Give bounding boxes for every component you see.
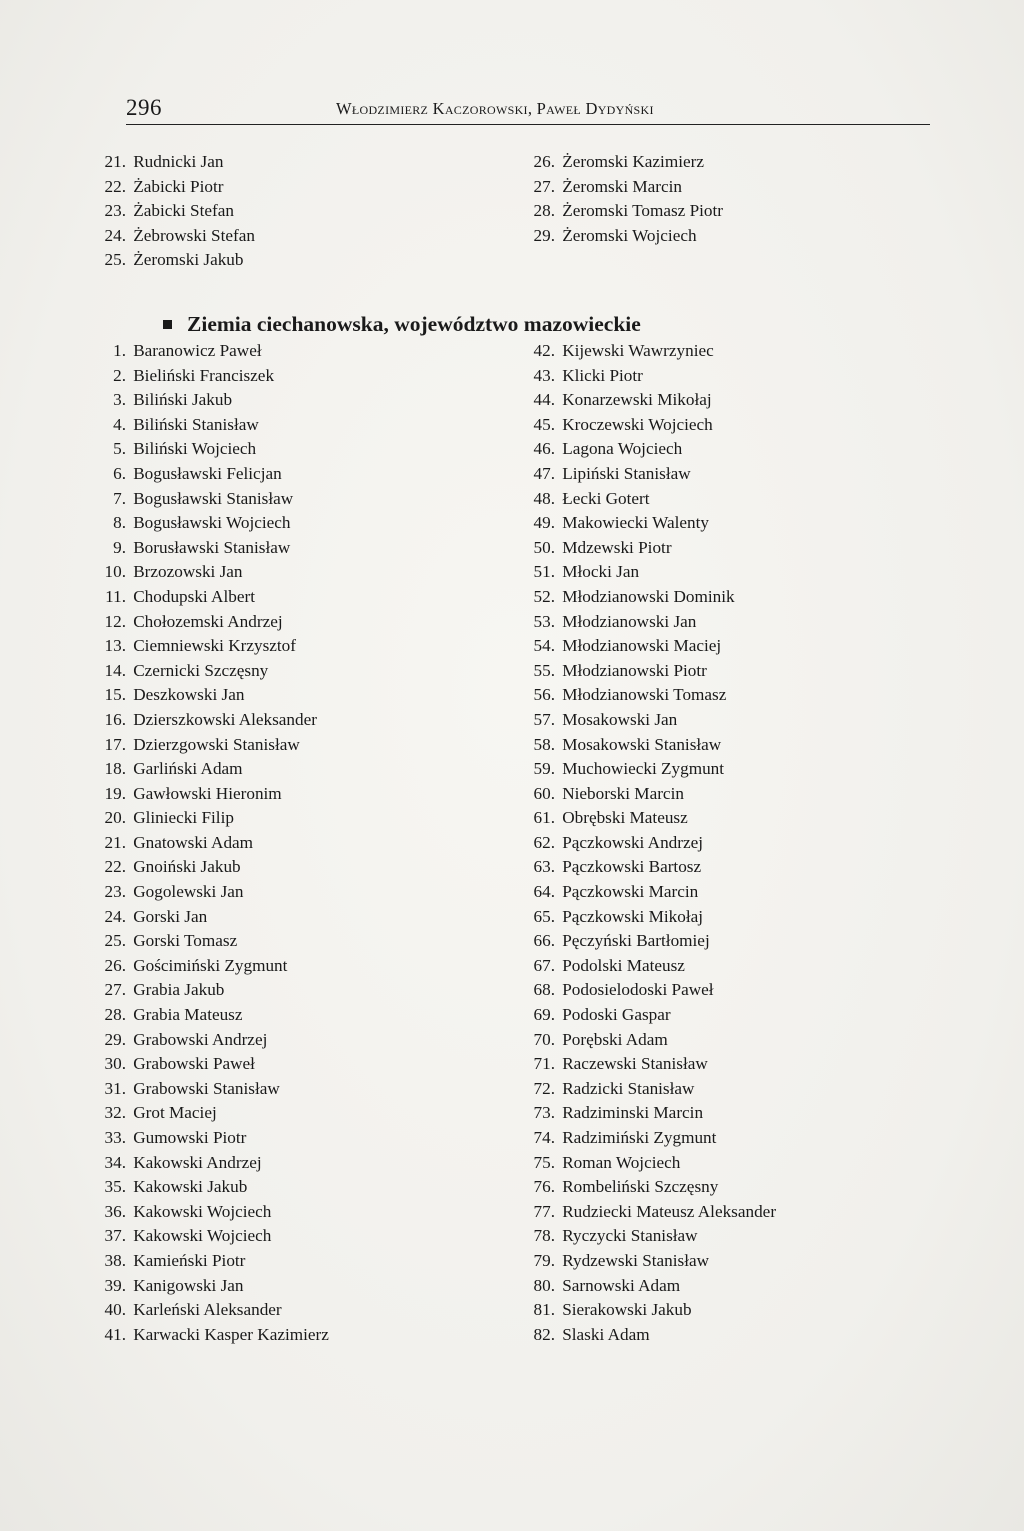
list-item [92, 831, 329, 856]
item-name: Gawłowski Hieronim [133, 783, 282, 803]
item-number: 21. [104, 832, 126, 852]
item-number: 51. [533, 562, 555, 582]
item-number: 64. [533, 882, 555, 902]
list-item [92, 1323, 329, 1348]
header-rule [126, 124, 930, 125]
list-item [92, 1028, 329, 1053]
item-name: Rudziecki Mateusz Aleksander [562, 1201, 777, 1221]
item-name: Radzimiński Zygmunt [562, 1128, 717, 1147]
item-number: 37. [104, 1226, 126, 1246]
item-name: Mdzewski Piotr [562, 537, 672, 557]
item-number: 71. [533, 1054, 555, 1074]
item-number: 31. [104, 1078, 126, 1098]
item-number: 32. [104, 1103, 126, 1123]
item-name: Gumowski Piotr [133, 1128, 247, 1147]
list-item [92, 1003, 329, 1028]
list-item [521, 1200, 776, 1225]
list-item [521, 659, 776, 684]
item-name: Makowiecki Walenty [562, 513, 709, 533]
item-number: 81. [533, 1300, 555, 1320]
item-name: Mosakowski Stanisław [562, 734, 722, 754]
item-name: Kijewski Wawrzyniec [562, 341, 714, 360]
list-item [92, 806, 329, 831]
item-number: 36. [104, 1201, 126, 1221]
item-number: 11. [105, 586, 126, 606]
item-name: Żeromski Tomasz Piotr [562, 201, 724, 221]
item-name: Garliński Adam [133, 759, 243, 779]
item-number: 26. [104, 955, 126, 975]
list-item [92, 733, 329, 758]
item-name: Sierakowski Jakub [562, 1300, 692, 1320]
list-item [521, 880, 776, 905]
list-item [521, 806, 776, 831]
list-item [92, 1052, 329, 1077]
item-number: 43. [533, 365, 555, 385]
item-name: Baranowicz Paweł [133, 341, 262, 360]
list-item [521, 1274, 776, 1299]
item-name: Żeromski Wojciech [562, 225, 697, 245]
list-item [92, 978, 329, 1003]
item-name: Gorski Tomasz [133, 931, 238, 951]
list-item [521, 1077, 776, 1102]
item-number: 10. [104, 562, 126, 582]
list-item [521, 1101, 776, 1126]
item-name: Obrębski Mateusz [562, 808, 688, 828]
item-number: 17. [104, 734, 126, 754]
item-name: Pączkowski Mikołaj [562, 906, 704, 926]
item-name: Gnoiński Jakub [133, 857, 241, 877]
item-name: Biliński Jakub [133, 390, 233, 410]
list-item [521, 487, 776, 512]
item-name: Młodzianowski Tomasz [562, 685, 727, 705]
item-number: 66. [533, 931, 555, 951]
list-item [521, 1175, 776, 1200]
item-name: Młodzianowski Dominik [562, 586, 735, 606]
item-number: 38. [104, 1250, 126, 1270]
list-item [92, 610, 329, 635]
item-number: 25. [104, 250, 126, 270]
item-number: 19. [104, 783, 126, 803]
list-item [521, 634, 776, 659]
item-name: Bieliński Franciszek [133, 365, 275, 385]
list-item [92, 1274, 329, 1299]
item-number: 79. [533, 1250, 555, 1270]
item-number: 22. [104, 857, 126, 877]
list-item [521, 388, 776, 413]
item-number: 33. [104, 1128, 126, 1147]
list-item [521, 610, 776, 635]
item-number: 54. [533, 636, 555, 656]
item-number: 52. [533, 586, 555, 606]
item-name: Czernicki Szczęsny [133, 660, 269, 680]
item-name: Gogolewski Jan [133, 882, 244, 902]
list-item [92, 634, 329, 659]
item-name: Podoski Gaspar [562, 1005, 671, 1025]
item-name: Muchowiecki Zygmunt [562, 759, 725, 779]
item-name: Borusławski Stanisław [133, 537, 291, 557]
item-name: Kakowski Jakub [133, 1177, 248, 1197]
item-name: Gościmiński Zygmunt [133, 955, 288, 975]
list-item [521, 339, 776, 364]
item-number: 72. [533, 1078, 555, 1098]
item-name: Dzierszkowski Aleksander [133, 709, 317, 729]
item-number: 75. [533, 1152, 555, 1172]
item-name: Podolski Mateusz [562, 955, 685, 975]
item-number: 44. [533, 390, 555, 410]
list-item [521, 511, 776, 536]
item-name: Grabia Jakub [133, 980, 225, 1000]
item-name: Żeromski Jakub [133, 250, 244, 270]
item-number: 78. [533, 1226, 555, 1246]
item-number: 77. [533, 1201, 555, 1221]
item-name: Rydzewski Stanisław [562, 1250, 710, 1270]
item-name: Grabowski Stanisław [133, 1078, 280, 1098]
list-item [521, 462, 776, 487]
item-name: Karleński Aleksander [133, 1300, 282, 1320]
item-number: 65. [533, 906, 555, 926]
list-item [521, 175, 723, 200]
item-name: Dzierzgowski Stanisław [133, 734, 300, 754]
item-number: 8. [113, 513, 126, 533]
list-item [92, 929, 329, 954]
list-item [92, 437, 329, 462]
item-number: 45. [533, 414, 555, 434]
list-item [92, 905, 329, 930]
list-item [92, 339, 329, 364]
item-number: 74. [533, 1128, 555, 1147]
item-name: Młodzianowski Piotr [562, 660, 707, 680]
list-item [521, 585, 776, 610]
list-item [521, 536, 776, 561]
section-list-right-column [521, 339, 776, 1347]
item-number: 1. [113, 341, 126, 360]
list-item [521, 855, 776, 880]
item-name: Gliniecki Filip [133, 808, 234, 828]
list-item [521, 150, 723, 175]
item-number: 5. [113, 439, 126, 459]
list-item [521, 560, 776, 585]
item-name: Konarzewski Mikołaj [562, 390, 712, 410]
item-number: 7. [113, 488, 126, 508]
item-name: Ryczycki Stanisław [562, 1226, 698, 1246]
item-name: Ciemniewski Krzysztof [133, 636, 296, 656]
item-name: Kroczewski Wojciech [562, 414, 713, 434]
list-item [92, 224, 255, 249]
item-number: 80. [533, 1275, 555, 1295]
list-item [92, 1175, 329, 1200]
item-number: 49. [533, 513, 555, 533]
item-number: 21. [104, 152, 126, 171]
item-number: 40. [104, 1300, 126, 1320]
list-item [92, 560, 329, 585]
item-name: Kakowski Wojciech [133, 1226, 272, 1246]
item-number: 2. [113, 365, 126, 385]
list-item [521, 929, 776, 954]
square-bullet-icon [163, 320, 172, 329]
item-number: 28. [104, 1005, 126, 1025]
item-number: 50. [533, 537, 555, 557]
list-item [521, 978, 776, 1003]
item-name: Pęczyński Bartłomiej [562, 931, 710, 951]
item-number: 16. [104, 709, 126, 729]
list-item [92, 1126, 329, 1151]
list-item [92, 585, 329, 610]
item-name: Roman Wojciech [562, 1152, 681, 1172]
list-item [521, 224, 723, 249]
list-item [92, 1077, 329, 1102]
list-item [92, 1298, 329, 1323]
item-name: Gorski Jan [133, 906, 208, 926]
list-item [521, 831, 776, 856]
item-name: Kamieński Piotr [133, 1250, 246, 1270]
item-number: 67. [533, 955, 555, 975]
item-name: Pączkowski Andrzej [562, 832, 704, 852]
list-item [521, 1028, 776, 1053]
item-name: Biliński Stanisław [133, 414, 259, 434]
list-item [521, 413, 776, 438]
item-number: 56. [533, 685, 555, 705]
item-name: Młodzianowski Jan [562, 611, 697, 631]
item-name: Gnatowski Adam [133, 832, 254, 852]
list-item [92, 1151, 329, 1176]
item-number: 42. [533, 341, 555, 360]
list-item [92, 683, 329, 708]
list-item [92, 1200, 329, 1225]
item-number: 25. [104, 931, 126, 951]
item-number: 39. [104, 1275, 126, 1295]
item-name: Bogusławski Stanisław [133, 488, 294, 508]
item-number: 24. [104, 906, 126, 926]
item-name: Porębski Adam [562, 1029, 668, 1049]
list-item [521, 1126, 776, 1151]
item-name: Karwacki Kasper Kazimierz [133, 1324, 329, 1344]
item-number: 9. [113, 537, 126, 557]
list-item [92, 248, 255, 273]
list-item [92, 1224, 329, 1249]
list-item [92, 757, 329, 782]
item-number: 59. [533, 759, 555, 779]
item-number: 30. [104, 1054, 126, 1074]
item-name: Raczewski Stanisław [562, 1054, 708, 1074]
item-number: 61. [533, 808, 555, 828]
section-heading [163, 312, 641, 337]
item-name: Grabowski Paweł [133, 1054, 255, 1074]
item-name: Mosakowski Jan [562, 709, 678, 729]
item-number: 41. [104, 1324, 126, 1344]
item-name: Kakowski Wojciech [133, 1201, 272, 1221]
list-item [521, 683, 776, 708]
item-name: Pączkowski Bartosz [562, 857, 702, 877]
list-item [521, 1224, 776, 1249]
item-name: Kanigowski Jan [133, 1275, 244, 1295]
section-heading-text: Ziemia ciechanowska, województwo mazowieckie [187, 312, 641, 336]
item-name: Deszkowski Jan [133, 685, 245, 705]
item-name: Rombeliński Szczęsny [562, 1177, 719, 1197]
item-number: 6. [113, 463, 126, 483]
item-name: Młocki Jan [562, 562, 640, 582]
list-item [521, 733, 776, 758]
item-number: 23. [104, 201, 126, 221]
item-number: 63. [533, 857, 555, 877]
item-number: 68. [533, 980, 555, 1000]
list-item [521, 199, 723, 224]
item-number: 73. [533, 1103, 555, 1123]
list-item [92, 462, 329, 487]
list-item [521, 437, 776, 462]
item-name: Łecki Gotert [562, 488, 650, 508]
list-item [92, 1101, 329, 1126]
list-item [521, 708, 776, 733]
item-number: 76. [533, 1177, 555, 1197]
item-number: 12. [104, 611, 126, 631]
running-head: Włodzimierz Kaczorowski, Paweł Dydyński [336, 99, 654, 118]
item-number: 48. [533, 488, 555, 508]
list-item [92, 1249, 329, 1274]
item-number: 28. [533, 201, 555, 221]
item-number: 34. [104, 1152, 126, 1172]
item-name: Żebrowski Stefan [133, 225, 255, 245]
item-number: 70. [533, 1029, 555, 1049]
item-name: Grabowski Andrzej [133, 1029, 268, 1049]
item-number: 53. [533, 611, 555, 631]
item-name: Kakowski Andrzej [133, 1152, 262, 1172]
top-list-right-column [521, 150, 723, 248]
list-item [92, 413, 329, 438]
item-number: 46. [533, 439, 555, 459]
list-item [521, 757, 776, 782]
list-item [92, 855, 329, 880]
item-name: Sarnowski Adam [562, 1275, 681, 1295]
item-name: Żeromski Marcin [562, 176, 683, 196]
item-name: Podosielodoski Paweł [562, 980, 714, 1000]
item-number: 27. [533, 176, 555, 196]
item-name: Chodupski Albert [133, 586, 255, 606]
item-name: Bogusławski Felicjan [133, 463, 282, 483]
item-name: Klicki Piotr [562, 365, 643, 385]
list-item [521, 1249, 776, 1274]
item-number: 55. [533, 660, 555, 680]
list-item [92, 388, 329, 413]
list-item [92, 954, 329, 979]
item-number: 62. [533, 832, 555, 852]
item-number: 82. [533, 1324, 555, 1344]
item-name: Lagona Wojciech [562, 439, 683, 459]
item-number: 23. [104, 882, 126, 902]
item-number: 22. [104, 176, 126, 196]
item-number: 29. [104, 1029, 126, 1049]
top-list-left-column [92, 150, 255, 273]
list-item [92, 364, 329, 389]
item-number: 29. [533, 225, 555, 245]
item-number: 58. [533, 734, 555, 754]
item-number: 3. [113, 390, 126, 410]
item-name: Żabicki Piotr [133, 176, 224, 196]
item-name: Rudnicki Jan [133, 152, 224, 171]
item-name: Młodzianowski Maciej [562, 636, 722, 656]
item-number: 60. [533, 783, 555, 803]
list-item [521, 905, 776, 930]
item-number: 69. [533, 1005, 555, 1025]
item-name: Lipiński Stanisław [562, 463, 691, 483]
section-list-left-column [92, 339, 329, 1347]
list-item [521, 1151, 776, 1176]
item-name: Radzicki Stanisław [562, 1078, 695, 1098]
item-number: 13. [104, 636, 126, 656]
list-item [92, 487, 329, 512]
item-name: Slaski Adam [562, 1324, 650, 1344]
item-name: Chołozemski Andrzej [133, 611, 283, 631]
item-number: 15. [104, 685, 126, 705]
list-item [521, 1298, 776, 1323]
list-item [92, 708, 329, 733]
item-name: Radziminski Marcin [562, 1103, 704, 1123]
item-name: Pączkowski Marcin [562, 882, 699, 902]
item-number: 47. [533, 463, 555, 483]
item-name: Żeromski Kazimierz [562, 152, 704, 171]
item-name: Biliński Wojciech [133, 439, 257, 459]
list-item [521, 364, 776, 389]
list-item [92, 199, 255, 224]
list-item [92, 536, 329, 561]
list-item [92, 880, 329, 905]
item-name: Nieborski Marcin [562, 783, 684, 803]
item-name: Brzozowski Jan [133, 562, 243, 582]
item-number: 27. [104, 980, 126, 1000]
list-item [92, 150, 255, 175]
item-number: 18. [104, 759, 126, 779]
list-item [92, 511, 329, 536]
list-item [521, 1003, 776, 1028]
item-number: 26. [533, 152, 555, 171]
list-item [92, 782, 329, 807]
item-name: Grot Maciej [133, 1103, 217, 1123]
list-item [521, 954, 776, 979]
item-number: 57. [533, 709, 555, 729]
page-number: 296 [126, 95, 162, 120]
item-number: 14. [104, 660, 126, 680]
item-number: 20. [104, 808, 126, 828]
item-number: 4. [113, 414, 126, 434]
item-number: 35. [104, 1177, 126, 1197]
list-item [521, 1323, 776, 1348]
list-item [92, 175, 255, 200]
list-item [521, 1052, 776, 1077]
item-number: 24. [104, 225, 126, 245]
item-name: Bogusławski Wojciech [133, 513, 291, 533]
item-name: Grabia Mateusz [133, 1005, 243, 1025]
list-item [92, 659, 329, 684]
item-name: Żabicki Stefan [133, 201, 234, 221]
list-item [521, 782, 776, 807]
